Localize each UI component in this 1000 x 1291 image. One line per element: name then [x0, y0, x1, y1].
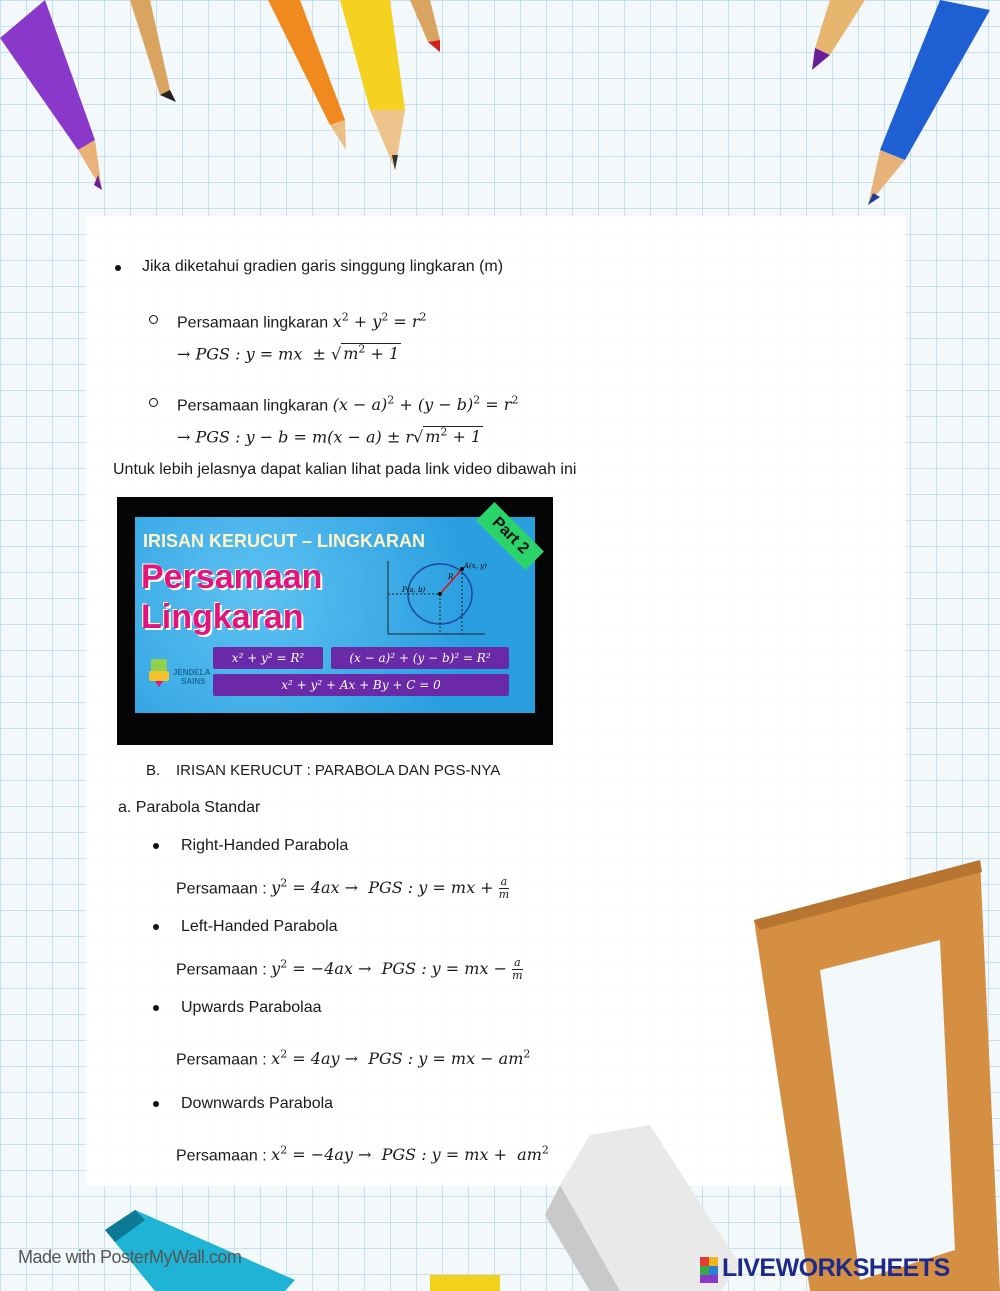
parabola-formula: $y^2 = -4ax$ → PGS : y = mx − $\frac{a}{m}$ — [271, 956, 523, 983]
circle-pgs-1-formula: → PGS : y = mx ± √ $m^2 + 1$ — [177, 343, 400, 364]
thumbnail-title — [141, 557, 322, 637]
bullet-icon — [153, 924, 159, 930]
pencils-decoration — [0, 0, 1000, 215]
parabola-eq-label: Persamaan : — [176, 1147, 267, 1165]
parabola-name: Left-Handed Parabola — [181, 918, 338, 935]
circle-eq-1-line — [177, 308, 427, 333]
purple-pencil-icon — [0, 0, 102, 190]
section-b-number: B. — [146, 762, 161, 779]
bullet-icon — [153, 843, 159, 849]
thumbnail-topic: IRISAN KERUCUT – LINGKARAN — [143, 531, 426, 551]
red-pencil-icon — [410, 0, 440, 52]
parabola-eq-label: Persamaan : — [176, 961, 267, 979]
bullet-icon — [115, 265, 121, 271]
logo-line-1: JENDELA — [173, 668, 211, 677]
point-a-label: A(x, y) — [464, 562, 487, 570]
orange-pencil-icon — [268, 0, 346, 150]
jendela-sains-logo-icon — [147, 657, 171, 687]
parabola-equation — [176, 1045, 530, 1070]
logo-line-2: SAINS — [181, 677, 206, 686]
parabola-name: Downwards Parabola — [181, 1095, 334, 1112]
gradient-bullet-text: Jika diketahui gradien garis singgung lingkaran (m) — [142, 258, 504, 275]
parabola-formula: $x^2 = -4ay$ → PGS : y = mx + $am^2$ — [271, 1144, 549, 1165]
thumbnail-title-line-2: Lingkaran — [141, 598, 304, 636]
yellow-pencil-icon — [340, 0, 405, 170]
yellow-marker-decoration — [430, 1275, 500, 1291]
thumbnail-title-line-1: Persamaan — [141, 558, 323, 596]
blue-pencil-icon — [868, 0, 990, 205]
triangle-ruler-decoration — [750, 860, 1000, 1291]
dark-pencil-icon — [130, 0, 176, 102]
video-intro-text: Untuk lebih jelasnya dapat kalian lihat pada link video dibawah ini — [113, 461, 577, 478]
parabola-formula: $x^2 = 4ay$ → PGS : y = mx − $am^2$ — [271, 1048, 531, 1069]
subsection-a-title: a. Parabola Standar — [118, 799, 261, 816]
liveworksheets-brand[interactable]: LIVEWORKSHEETS — [722, 1254, 950, 1282]
logo-text — [173, 668, 210, 686]
bullet-icon — [153, 1005, 159, 1011]
video-thumbnail[interactable] — [117, 497, 553, 745]
postermywall-watermark: Made with PosterMyWall.com — [18, 1247, 242, 1267]
equation-box-3: x² + y² + Ax + By + C = 0 — [213, 674, 509, 696]
equation-box-1: x² + y² = R² — [213, 647, 323, 669]
radius-label: R — [448, 573, 454, 581]
circle-eq-1-formula: $x^2 + y^2 = r^2$ — [332, 311, 427, 332]
parabola-eq-label: Persamaan : — [176, 880, 267, 898]
parabola-name: Upwards Parabolaa — [181, 999, 322, 1016]
circle-bullet-icon — [149, 315, 158, 324]
liveworksheets-logo-icon — [700, 1257, 718, 1283]
equation-box-2: (x − a)² + (y − b)² = R² — [331, 647, 509, 669]
section-b-title: IRISAN KERUCUT : PARABOLA DAN PGS-NYA — [176, 762, 501, 779]
circle-eq-2-line — [177, 391, 518, 416]
point-p-label: P(a, b) — [402, 586, 426, 594]
parabola-formula: $y^2 = 4ax$ → PGS : y = mx + $\frac{a}{m}$ — [271, 875, 510, 902]
bullet-icon — [153, 1101, 159, 1107]
circle-eq-2-formula: $(x - a)^2 + (y - b)^2 = r^2$ — [332, 394, 519, 415]
parabola-equation — [176, 874, 509, 901]
circle-bullet-icon — [149, 398, 158, 407]
parabola-eq-label: Persamaan : — [176, 1051, 267, 1069]
circle-pgs-2-formula: → PGS : y − b = m(x − a) ± r√ $m^2 + 1$ — [177, 426, 482, 447]
parabola-equation — [176, 1141, 549, 1166]
part-badge: Part 2 — [476, 502, 544, 570]
thumbnail-image — [135, 513, 535, 713]
circle-eq-2-label: Persamaan lingkaran — [177, 397, 329, 415]
circle-eq-1-label: Persamaan lingkaran — [177, 314, 329, 332]
small-purple-pencil-icon — [812, 0, 865, 70]
parabola-name: Right-Handed Parabola — [181, 837, 349, 854]
circle-diagram-icon — [380, 559, 490, 639]
parabola-equation — [176, 955, 523, 982]
